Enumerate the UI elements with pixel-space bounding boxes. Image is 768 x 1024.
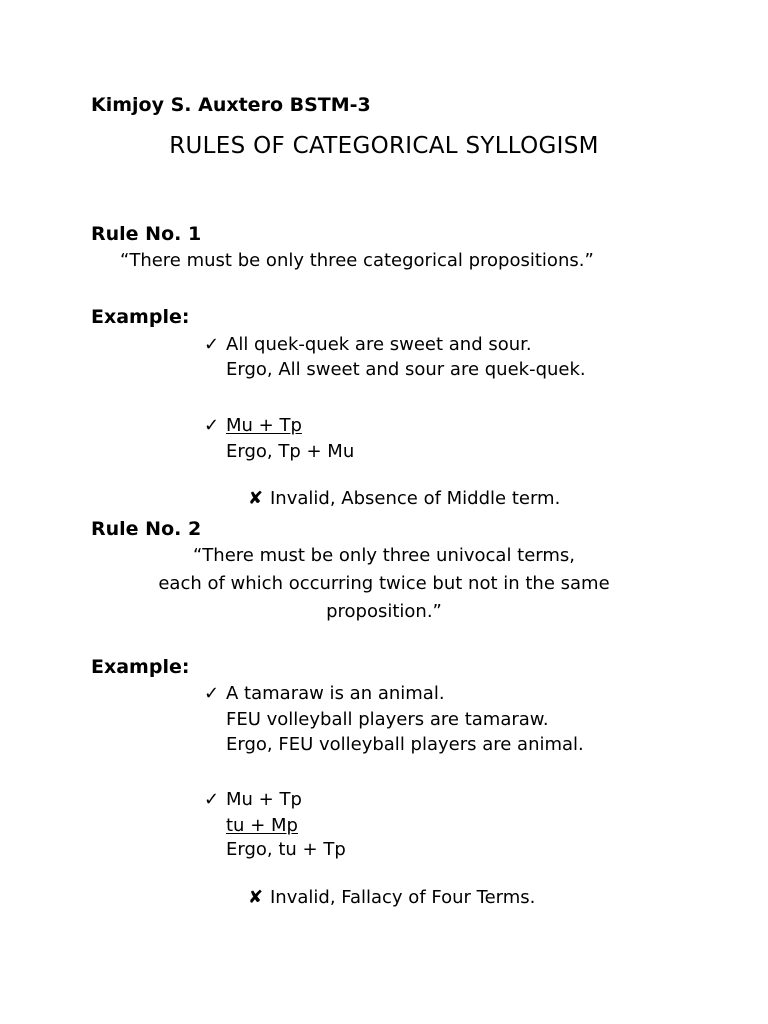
rule-2-heading: Rule No. 2 <box>91 518 202 540</box>
check-icon: ✓ <box>204 415 220 436</box>
example-line: Ergo, FEU volleyball players are animal. <box>226 734 584 755</box>
check-icon: ✓ <box>204 334 220 355</box>
verdict-text: Invalid, Absence of Middle term. <box>270 488 561 509</box>
example-line: Ergo, All sweet and sour are quek-quek. <box>226 359 586 380</box>
rule-1-heading: Rule No. 1 <box>91 223 202 245</box>
rule-1-example-a <box>204 334 532 355</box>
rule-2-verdict <box>248 887 535 908</box>
rule-2-statement-line: each of which occurring twice but not in the same <box>158 573 610 594</box>
rule-1-example-b <box>204 415 302 436</box>
example-line: FEU volleyball players are tamaraw. <box>226 709 549 730</box>
rule-2-example-label: Example: <box>91 656 190 678</box>
check-icon: ✓ <box>204 683 220 704</box>
formula-line: Ergo, Tp + Mu <box>226 441 355 462</box>
rule-2-statement-line: proposition.” <box>326 601 442 622</box>
rule-1-example-label: Example: <box>91 306 190 328</box>
rule-2-example-a <box>204 683 445 704</box>
example-line: All quek-quek are sweet and sour. <box>226 334 532 355</box>
verdict-text: Invalid, Fallacy of Four Terms. <box>270 887 536 908</box>
cross-icon: ✘ <box>248 488 264 509</box>
rule-2-statement-line: “There must be only three univocal terms, <box>192 545 576 566</box>
formula-line: Mu + Tp <box>226 415 302 436</box>
rule-1-statement: “There must be only three categorical propositions.” <box>120 250 594 271</box>
author-line: Kimjoy S. Auxtero BSTM-3 <box>91 94 371 116</box>
page-title: RULES OF CATEGORICAL SYLLOGISM <box>169 133 599 159</box>
rule-2-example-b <box>204 789 302 810</box>
check-icon: ✓ <box>204 789 220 810</box>
example-line: A tamaraw is an animal. <box>226 683 445 704</box>
rule-1-verdict <box>248 488 560 509</box>
formula-line: Mu + Tp <box>226 789 302 810</box>
formula-line <box>226 815 298 836</box>
formula-line: Ergo, tu + Tp <box>226 839 346 860</box>
formula-underlined: tu + Mp <box>226 815 298 836</box>
cross-icon: ✘ <box>248 887 264 908</box>
